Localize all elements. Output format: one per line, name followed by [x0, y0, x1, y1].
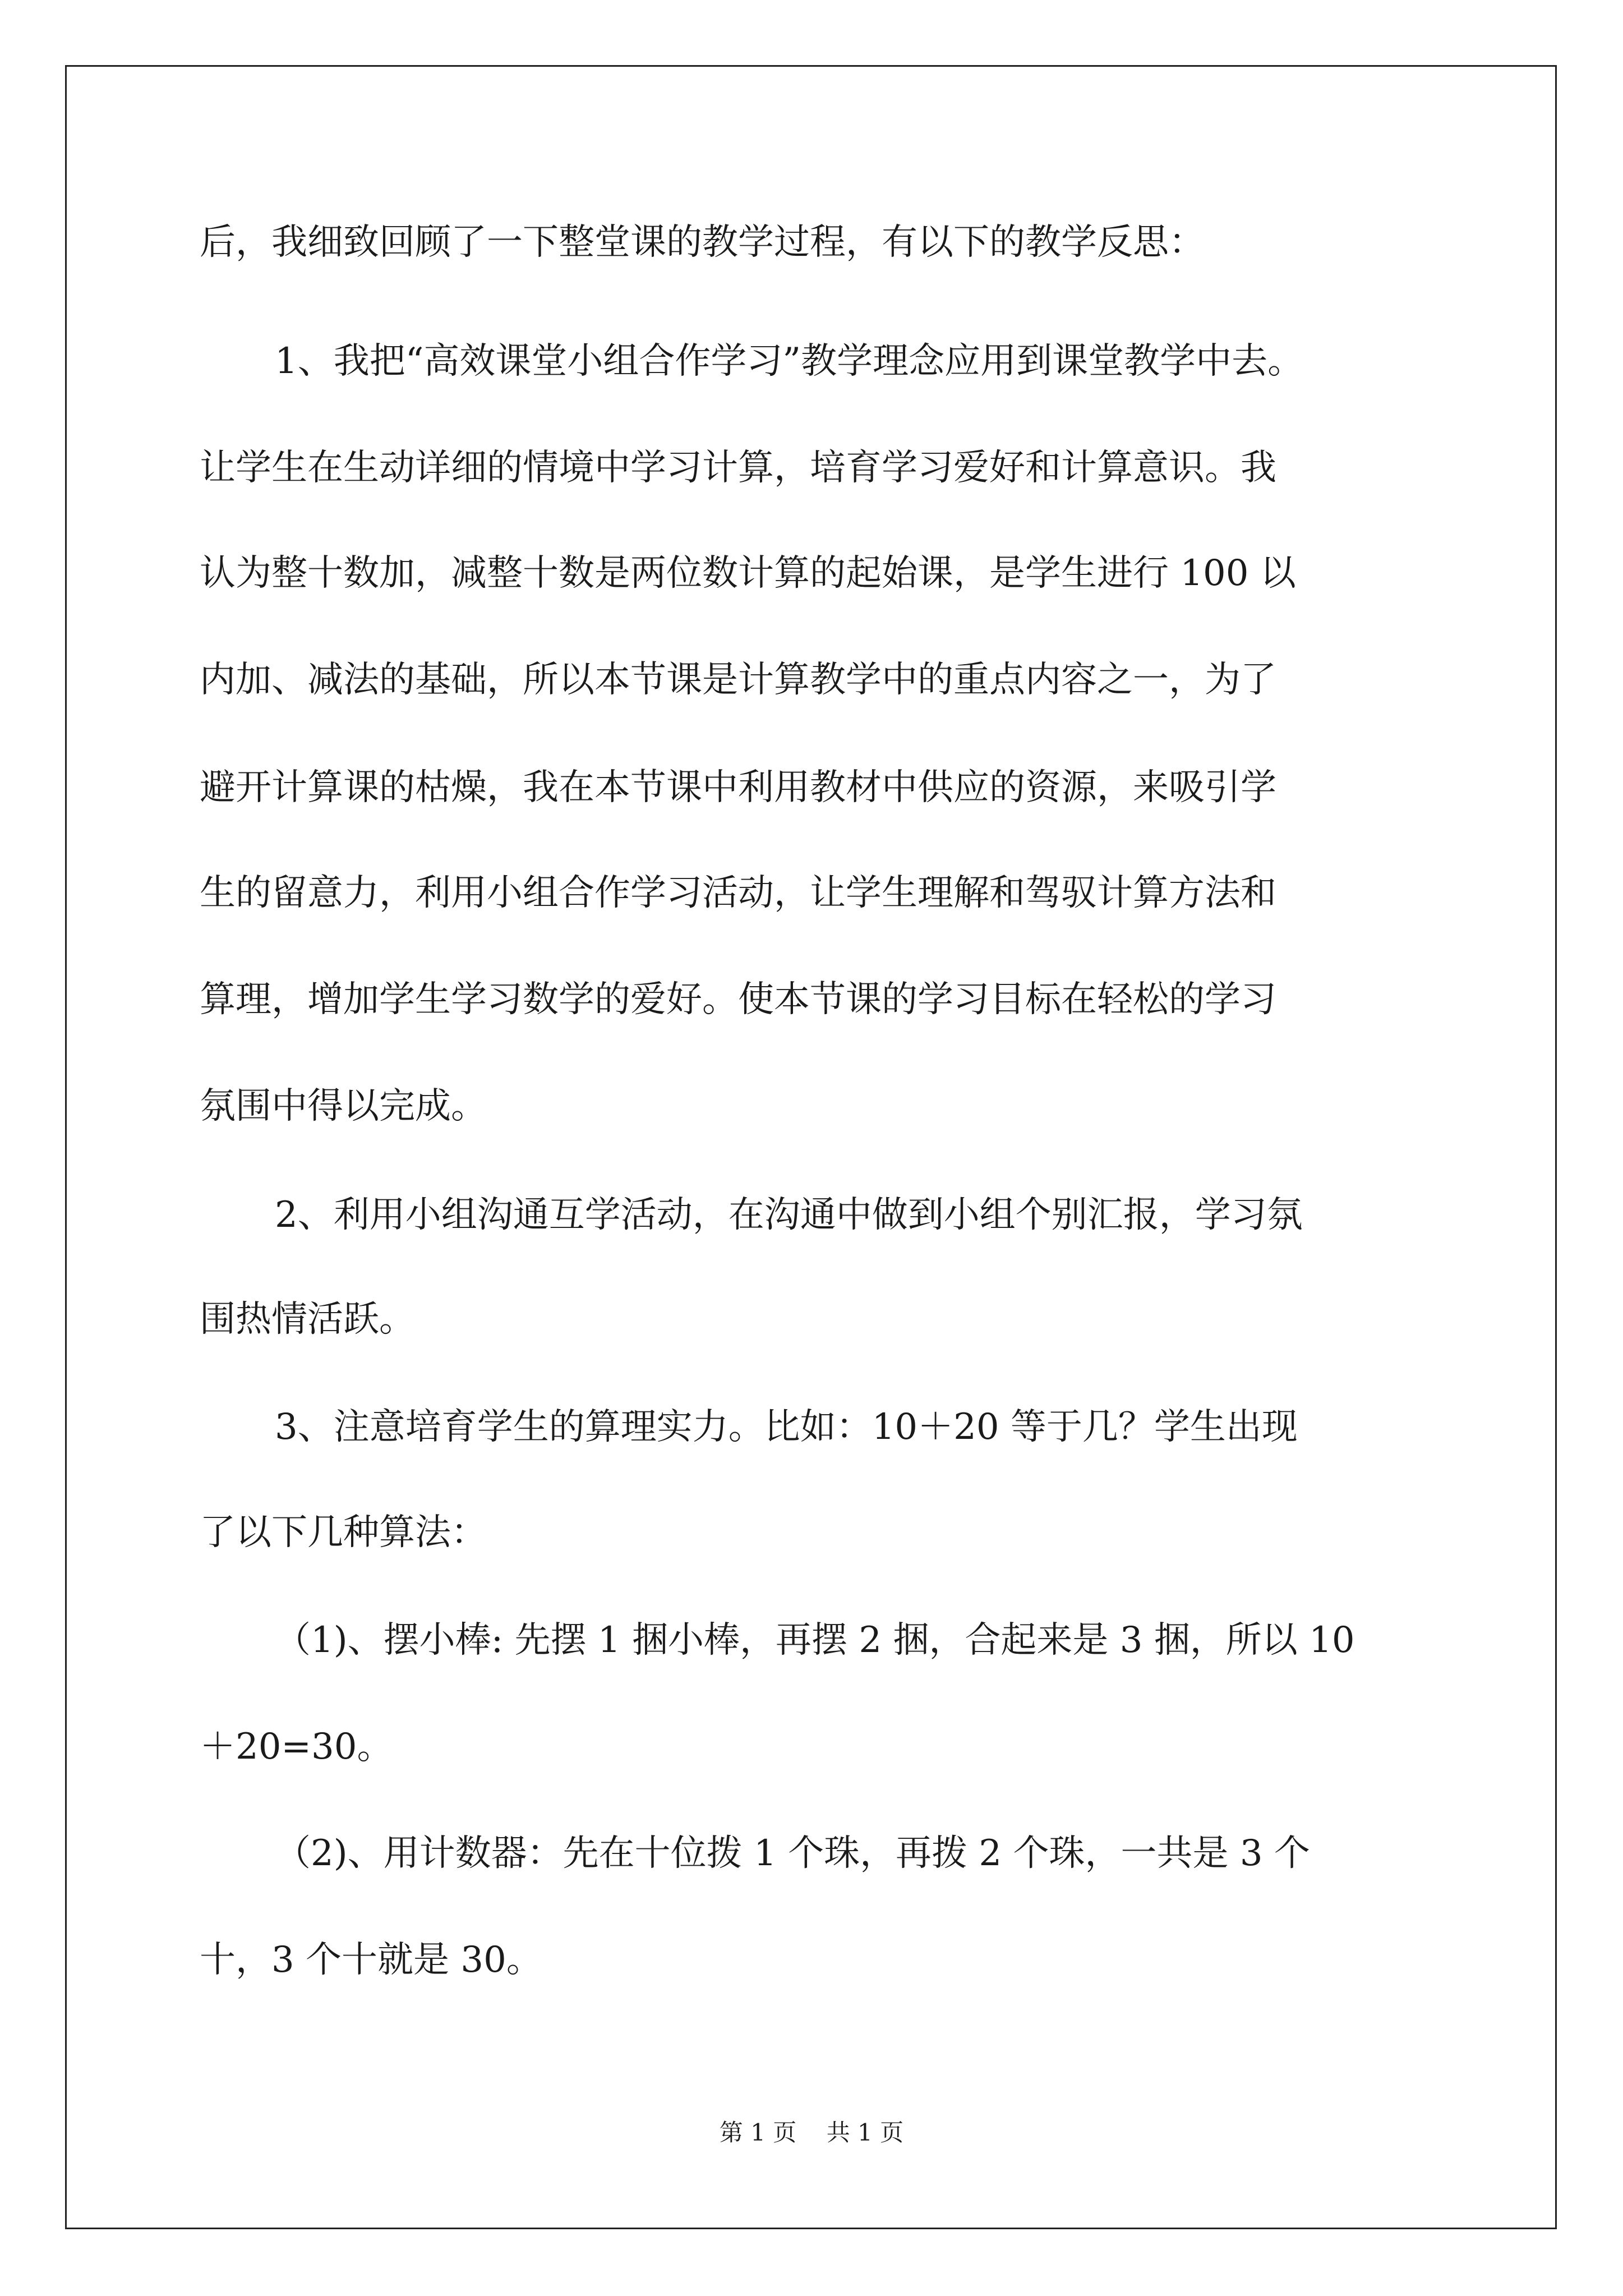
paragraph-line: ＋20=30。 [200, 1726, 393, 1768]
paragraph-line: 3、注意培育学生的算理实力。比如：10＋20 等于几？学生出现 [275, 1406, 1298, 1448]
paragraph-line: 2、利用小组沟通互学活动，在沟通中做到小组个别汇报，学习氛 [275, 1194, 1303, 1236]
paragraph-line: （1)、摆小棒: 先摆 1 捆小棒，再摆 2 捆，合起来是 3 捆，所以 10 [275, 1619, 1355, 1661]
paragraph-line: 认为整十数加，减整十数是两位数计算的起始课，是学生进行 100 以 [200, 553, 1296, 594]
paragraph-line: 避开计算课的枯燥，我在本节课中利用教材中供应的资源，来吸引学 [200, 767, 1276, 808]
paragraph-line: 1、我把“高效课堂小组合作学习”教学理念应用到课堂教学中去。 [275, 341, 1304, 382]
paragraph-line: 氛围中得以完成。 [200, 1085, 487, 1127]
paragraph-line: 算理，增加学生学习数学的爱好。使本节课的学习目标在轻松的学习 [200, 979, 1276, 1020]
paragraph-line: 生的留意力，利用小组合作学习活动，让学生理解和驾驭计算方法和 [200, 872, 1276, 914]
paragraph-line: 了以下几种算法： [200, 1512, 487, 1553]
paragraph-line: 后，我细致回顾了一下整堂课的教学过程，有以下的教学反思： [200, 222, 1205, 263]
paragraph-line: 围热情活跃。 [200, 1299, 415, 1340]
paragraph-line: 十，3 个十就是 30。 [200, 1939, 542, 1981]
page-border [65, 65, 1557, 2229]
paragraph-line: 内加、减法的基础，所以本节课是计算教学中的重点内容之一，为了 [200, 659, 1276, 701]
page-footer: 第 1 页 共 1 页 [719, 2119, 904, 2146]
paragraph-line: 让学生在生动详细的情境中学习计算，培育学习爱好和计算意识。我 [200, 447, 1276, 489]
paragraph-line: （2)、用计数器：先在十位拨 1 个珠，再拨 2 个珠，一共是 3 个 [275, 1833, 1310, 1874]
